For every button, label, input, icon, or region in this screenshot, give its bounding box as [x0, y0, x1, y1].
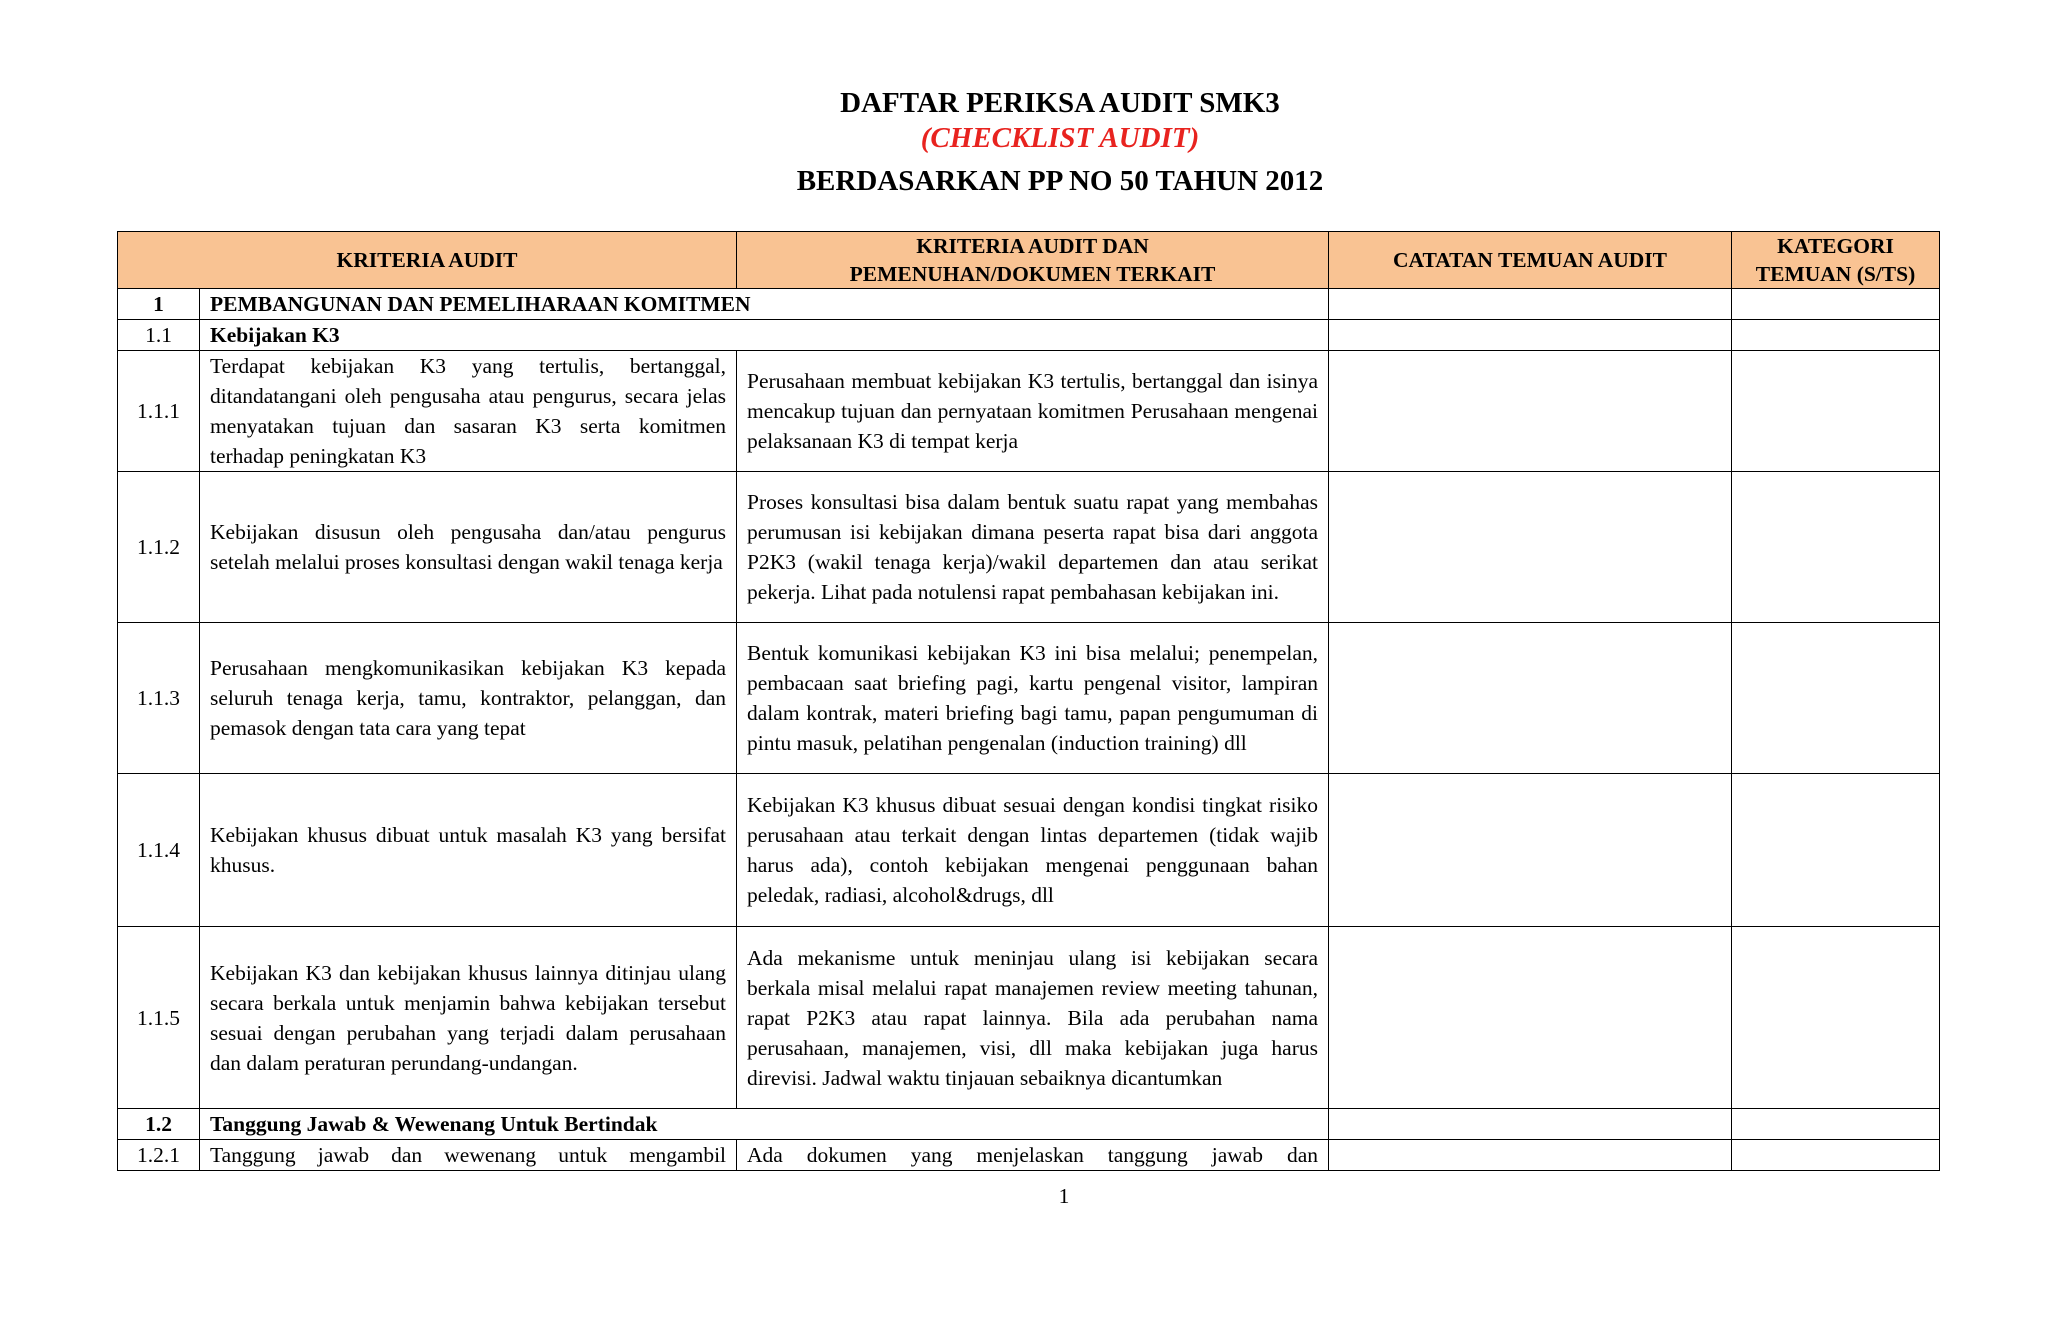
document-basis: BERDASARKAN PP NO 50 TAHUN 2012	[796, 165, 1324, 197]
findings-cell	[1329, 927, 1732, 1109]
fulfillment-cell: Kebijakan K3 khusus dibuat sesuai dengan kondisi tingkat risiko perusahaan atau terkait dengan lintas departemen (tidak wajib harus ada), contoh kebijakan mengenai penggunaan bahan peledak, radiasi, alcohol&drugs, dll	[737, 774, 1329, 927]
document-header	[0, 84, 2048, 200]
subsection-title: Tanggung Jawab & Wewenang Untuk Bertindak	[200, 1109, 1329, 1140]
category-cell	[1732, 289, 1940, 320]
row-number: 1.1.3	[118, 623, 200, 774]
category-cell	[1732, 1140, 1940, 1171]
table-row	[118, 623, 1940, 774]
section-row-1	[118, 289, 1940, 320]
table-row	[118, 472, 1940, 623]
row-number: 1.1.1	[118, 351, 200, 472]
fulfillment-cell: Perusahaan membuat kebijakan K3 tertulis, bertanggal dan isinya mencakup tujuan dan pernyataan komitmen Perusahaan mengenai pelaksanaan K3 di tempat kerja	[737, 351, 1329, 472]
category-cell	[1732, 351, 1940, 472]
findings-cell	[1329, 1140, 1732, 1171]
col-header-category-line1: KATEGORI	[1777, 234, 1894, 258]
subsection-title: Kebijakan K3	[200, 320, 1329, 351]
col-header-fulfillment-line2: PEMENUHAN/DOKUMEN TERKAIT	[849, 262, 1216, 286]
findings-cell	[1329, 1109, 1732, 1140]
criteria-cell: Kebijakan khusus dibuat untuk masalah K3 yang bersifat khusus.	[200, 774, 737, 927]
section-number: 1	[118, 289, 200, 320]
category-cell	[1732, 1109, 1940, 1140]
findings-cell	[1329, 472, 1732, 623]
row-number: 1.1.2	[118, 472, 200, 623]
table-row	[118, 351, 1940, 472]
criteria-cell: Tanggung jawab dan wewenang untuk mengambil	[200, 1140, 737, 1171]
page-number: 1	[1058, 1184, 1070, 1208]
criteria-cell: Terdapat kebijakan K3 yang tertulis, bertanggal, ditandatangani oleh pengusaha atau pengurus, secara jelas menyatakan tujuan dan sasaran K3 serta komitmen terhadap peningkatan K3	[200, 351, 737, 472]
col-header-criteria: KRITERIA AUDIT	[118, 232, 737, 289]
subsection-number: 1.2	[118, 1109, 200, 1140]
col-header-fulfillment	[737, 232, 1329, 289]
criteria-cell: Kebijakan disusun oleh pengusaha dan/atau pengurus setelah melalui proses konsultasi dengan wakil tenaga kerja	[200, 472, 737, 623]
findings-cell	[1329, 289, 1732, 320]
fulfillment-cell: Proses konsultasi bisa dalam bentuk suatu rapat yang membahas perumusan isi kebijakan dimana peserta rapat bisa dari anggota P2K3 (wakil tenaga kerja)/wakil departemen dan atau serikat pekerja. Lihat pada notulensi rapat pembahasan kebijakan ini.	[737, 472, 1329, 623]
section-title: PEMBANGUNAN DAN PEMELIHARAAN KOMITMEN	[200, 289, 1329, 320]
category-cell	[1732, 623, 1940, 774]
row-number: 1.2.1	[118, 1140, 200, 1171]
row-number: 1.1.4	[118, 774, 200, 927]
fulfillment-cell: Ada dokumen yang menjelaskan tanggung jawab dan	[737, 1140, 1329, 1171]
subsection-number: 1.1	[118, 320, 200, 351]
row-number: 1.1.5	[118, 927, 200, 1109]
table-row	[118, 927, 1940, 1109]
category-cell	[1732, 774, 1940, 927]
findings-cell	[1329, 774, 1732, 927]
col-header-category	[1732, 232, 1940, 289]
col-header-category-line2: TEMUAN (S/TS)	[1755, 262, 1916, 286]
findings-cell	[1329, 351, 1732, 472]
fulfillment-cell: Ada mekanisme untuk meninjau ulang isi kebijakan secara berkala misal melalui rapat manajemen review meeting tahunan, rapat P2K3 atau rapat lainnya. Bila ada perubahan nama perusahaan, manajemen, visi, dll maka kebijakan juga harus direvisi. Jadwal waktu tinjauan sebaiknya dicantumkan	[737, 927, 1329, 1109]
col-header-findings: CATATAN TEMUAN AUDIT	[1329, 232, 1732, 289]
col-header-fulfillment-line1: KRITERIA AUDIT DAN	[916, 234, 1149, 258]
audit-checklist-table	[117, 231, 1940, 1171]
subsection-row-1-1	[118, 320, 1940, 351]
category-cell	[1732, 927, 1940, 1109]
subsection-row-1-2	[118, 1109, 1940, 1140]
table-header-row	[118, 232, 1940, 289]
criteria-cell: Kebijakan K3 dan kebijakan khusus lainnya ditinjau ulang secara berkala untuk menjamin bahwa kebijakan tersebut sesuai dengan perubahan yang terjadi dalam perusahaan dan dalam peraturan perundang-undangan.	[200, 927, 737, 1109]
document-title: DAFTAR PERIKSA AUDIT SMK3	[840, 87, 1280, 119]
category-cell	[1732, 320, 1940, 351]
table-row	[118, 774, 1940, 927]
table-row	[118, 1140, 1940, 1171]
findings-cell	[1329, 623, 1732, 774]
document-subtitle: (CHECKLIST AUDIT)	[920, 122, 1200, 154]
criteria-cell: Perusahaan mengkomunikasikan kebijakan K3 kepada seluruh tenaga kerja, tamu, kontraktor, pelanggan, dan pemasok dengan tata cara yang tepat	[200, 623, 737, 774]
findings-cell	[1329, 320, 1732, 351]
category-cell	[1732, 472, 1940, 623]
fulfillment-cell: Bentuk komunikasi kebijakan K3 ini bisa melalui; penempelan, pembacaan saat briefing pagi, kartu pengenal visitor, lampiran dalam kontrak, materi briefing bagi tamu, papan pengumuman di pintu masuk, pelatihan pengenalan (induction training) dll	[737, 623, 1329, 774]
